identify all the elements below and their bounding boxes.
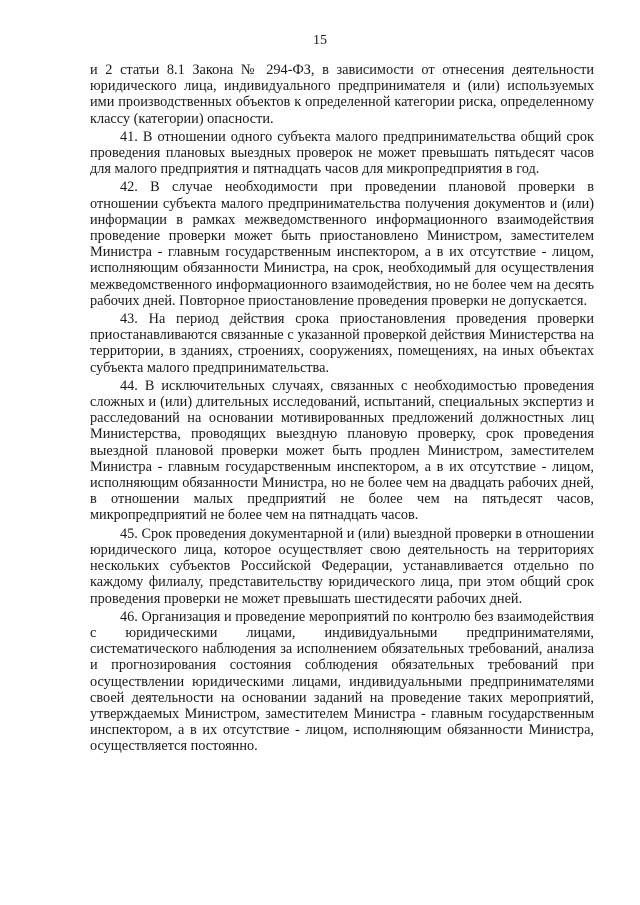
- page-number: 15: [313, 33, 327, 48]
- paragraph-41: 41. В отношении одного субъекта малого предпринимательства общий срок проведения плановых выездных проверок не может превышать пятьдесят часов для малого предприятия и пятнадцать часов для микропредприятия в год.: [90, 128, 594, 178]
- paragraph-42: 42. В случае необходимости при проведении плановой проверки в отношении субъекта малого предпринимательства получения документов и (или) информации в рамках межведомственного информационного взаимодействия проведение проверки может быть приостановлено Министром, заместителем Министра - главным государственным инспектором, а в их отсутствие - лицом, исполняющим обязанности Министра, на срок, необходимый для осуществления межведомственного информационного взаимодействия, но не более чем на десять рабочих дней. Повторное приостановление проведения проверки не допускается.: [90, 179, 594, 309]
- paragraph-43: 43. На период действия срока приостановления проведения проверки приостанавливаются связанные с указанной проверкой действия Министерства на территории, в зданиях, строениях, сооружениях, помещениях, на иных объектах субъекта малого предпринимательства.: [90, 311, 594, 376]
- paragraph-45: 45. Срок проведения документарной и (или) выездной проверки в отношении юридического лица, которое осуществляет свою деятельность на территориях нескольких субъектов Российской Федерации, устанавливается отдельно по каждому филиалу, представительству юридического лица, при этом общий срок проведения проверки не может превышать шестидесяти рабочих дней.: [90, 525, 594, 607]
- document-body: [90, 62, 594, 757]
- paragraph-40-continuation: и 2 статьи 8.1 Закона № 294-ФЗ, в зависимости от отнесения деятельности юридического лица, индивидуального предпринимателя и (или) используемых ими производственных объектов к определенной категории риска, определенному классу (категории) опасности.: [90, 62, 594, 127]
- paragraph-46: 46. Организация и проведение мероприятий по контролю без взаимодействия с юридическими лицами, индивидуальными предпринимателями, систематического наблюдения за исполнением обязательных требований, анализа и прогнозирования состояния соблюдения обязательных требований при осуществлении юридическими лицами, индивидуальными предпринимателями своей деятельности на основании заданий на проведение таких мероприятий, утверждаемых Министром, заместителем Министра - главным государственным инспектором, а в их отсутствие - лицом, исполняющим обязанности Министра, осуществляется постоянно.: [90, 608, 594, 755]
- paragraph-44: 44. В исключительных случаях, связанных с необходимостью проведения сложных и (или) длительных исследований, испытаний, специальных экспертиз и расследований на основании мотивированных предложений должностных лиц Министерства, проводящих выездную плановую проверку, срок проведения выездной плановой проверки может быть продлен Министром, заместителем Министра - главным государственным инспектором, а в их отсутствие - лицом, исполняющим обязанности Министра, но не более чем на двадцать рабочих дней, в отношении малых предприятий не более чем на пятьдесят часов, микропредприятий не более чем на пятнадцать часов.: [90, 377, 594, 524]
